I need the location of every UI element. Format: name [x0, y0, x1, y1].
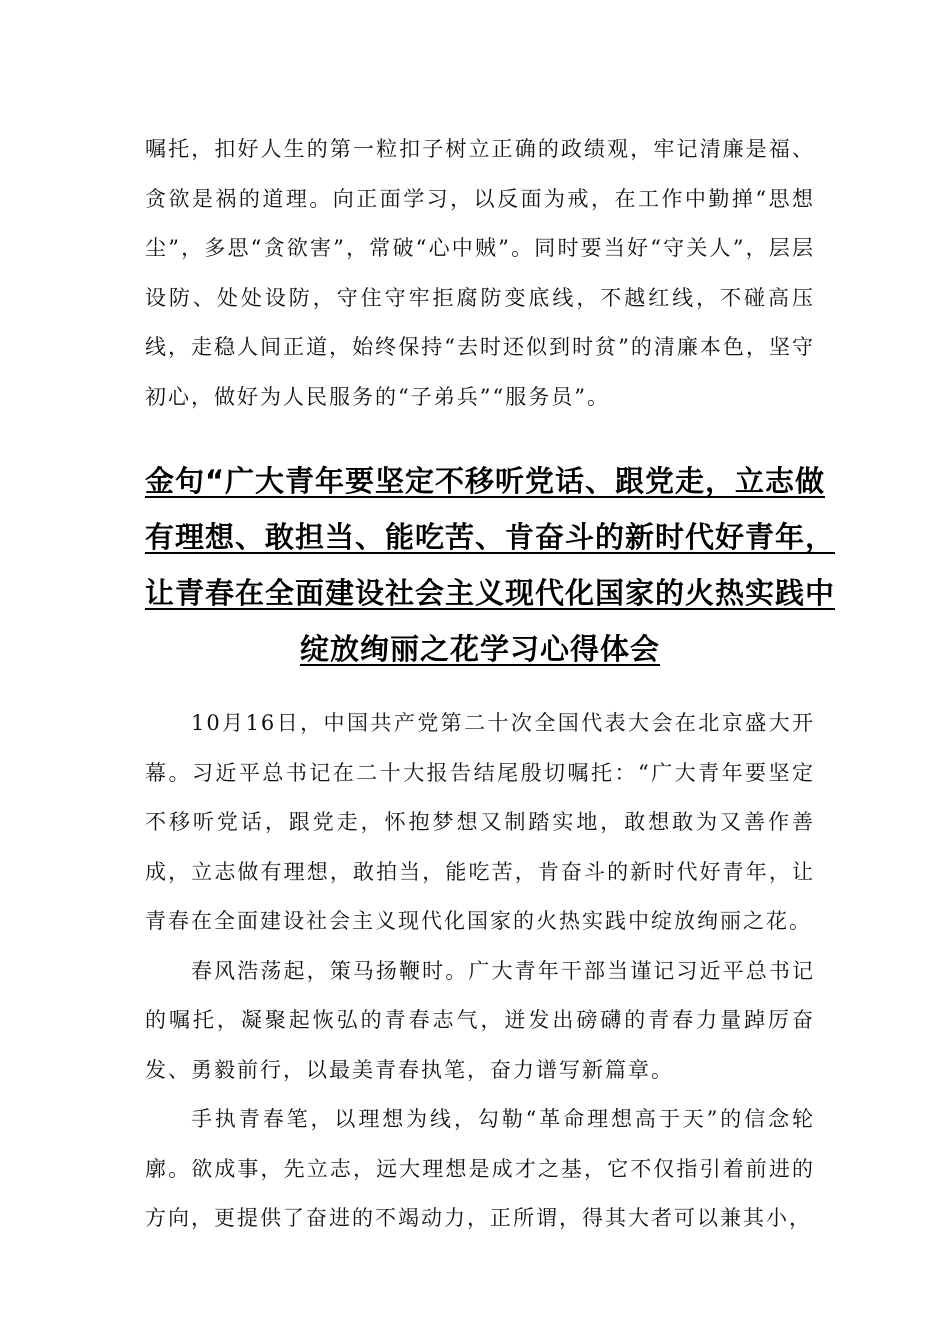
body-paragraph-3: 手执青春笔，以理想为线，勾勒“革命理想高于天”的信念轮廓。欲成事，先立志，远大理想是成才之基，它不仅指引着前进的方向，更提供了奋进的不竭动力，正所谓，得其大者可以兼其小， [145, 1107, 815, 1230]
heading-line-2: 有理想、敢担当、能吃苦、肯奋斗的新时代好青年， [145, 520, 836, 554]
heading-line-1: 金句“广大青年要坚定不移听党话、跟党走，立志做 [145, 464, 826, 498]
body-paragraph-2: 春风浩荡起，策马扬鞭时。广大青年干部当谨记习近平总书记的嘱托，凝聚起恢弘的青春志气，迸发出磅礴的青春力量踔厉奋发、勇毅前行，以最美青春执笔，奋力谱写新篇章。 [145, 958, 815, 1082]
article-heading [145, 453, 836, 677]
body-paragraph-1: 10月16日，中国共产党第二十次全国代表大会在北京盛大开幕。习近平总书记在二十大报告结尾殷切嘱托：“广大青年要坚定不移听党话，跟党走，怀抱梦想又制踏实地，敢想敢为又善作善成，立志做有理想，敢拍当，能吃苦，肯奋斗的新时代好青年，让青春在全面建设社会主义现代化国家的火热实践中绽放绚丽之花。 [145, 711, 815, 933]
heading-line-4: 绽放绚丽之花学习心得体会 [299, 632, 660, 666]
intro-paragraph: 嘱托，扣好人生的第一粒扣子树立正确的政绩观，牢记清廉是福、贪欲是祸的道理。向正面学习，以反面为戒，在工作中勤掸“思想尘”，多思“贪欲害”，常破“心中贼”。同时要当好“守关人”，层层设防、处处设防，守住守牢拒腐防变底线，不越红线，不碰高压线，走稳人间正道，始终保持“去时还似到时贫”的清廉本色，坚守初心，做好为人民服务的“子弟兵”“服务员”。 [145, 137, 815, 409]
document-body [145, 125, 836, 1244]
heading-line-3: 让青春在全面建设社会主义现代化国家的火热实践中 [145, 576, 836, 610]
